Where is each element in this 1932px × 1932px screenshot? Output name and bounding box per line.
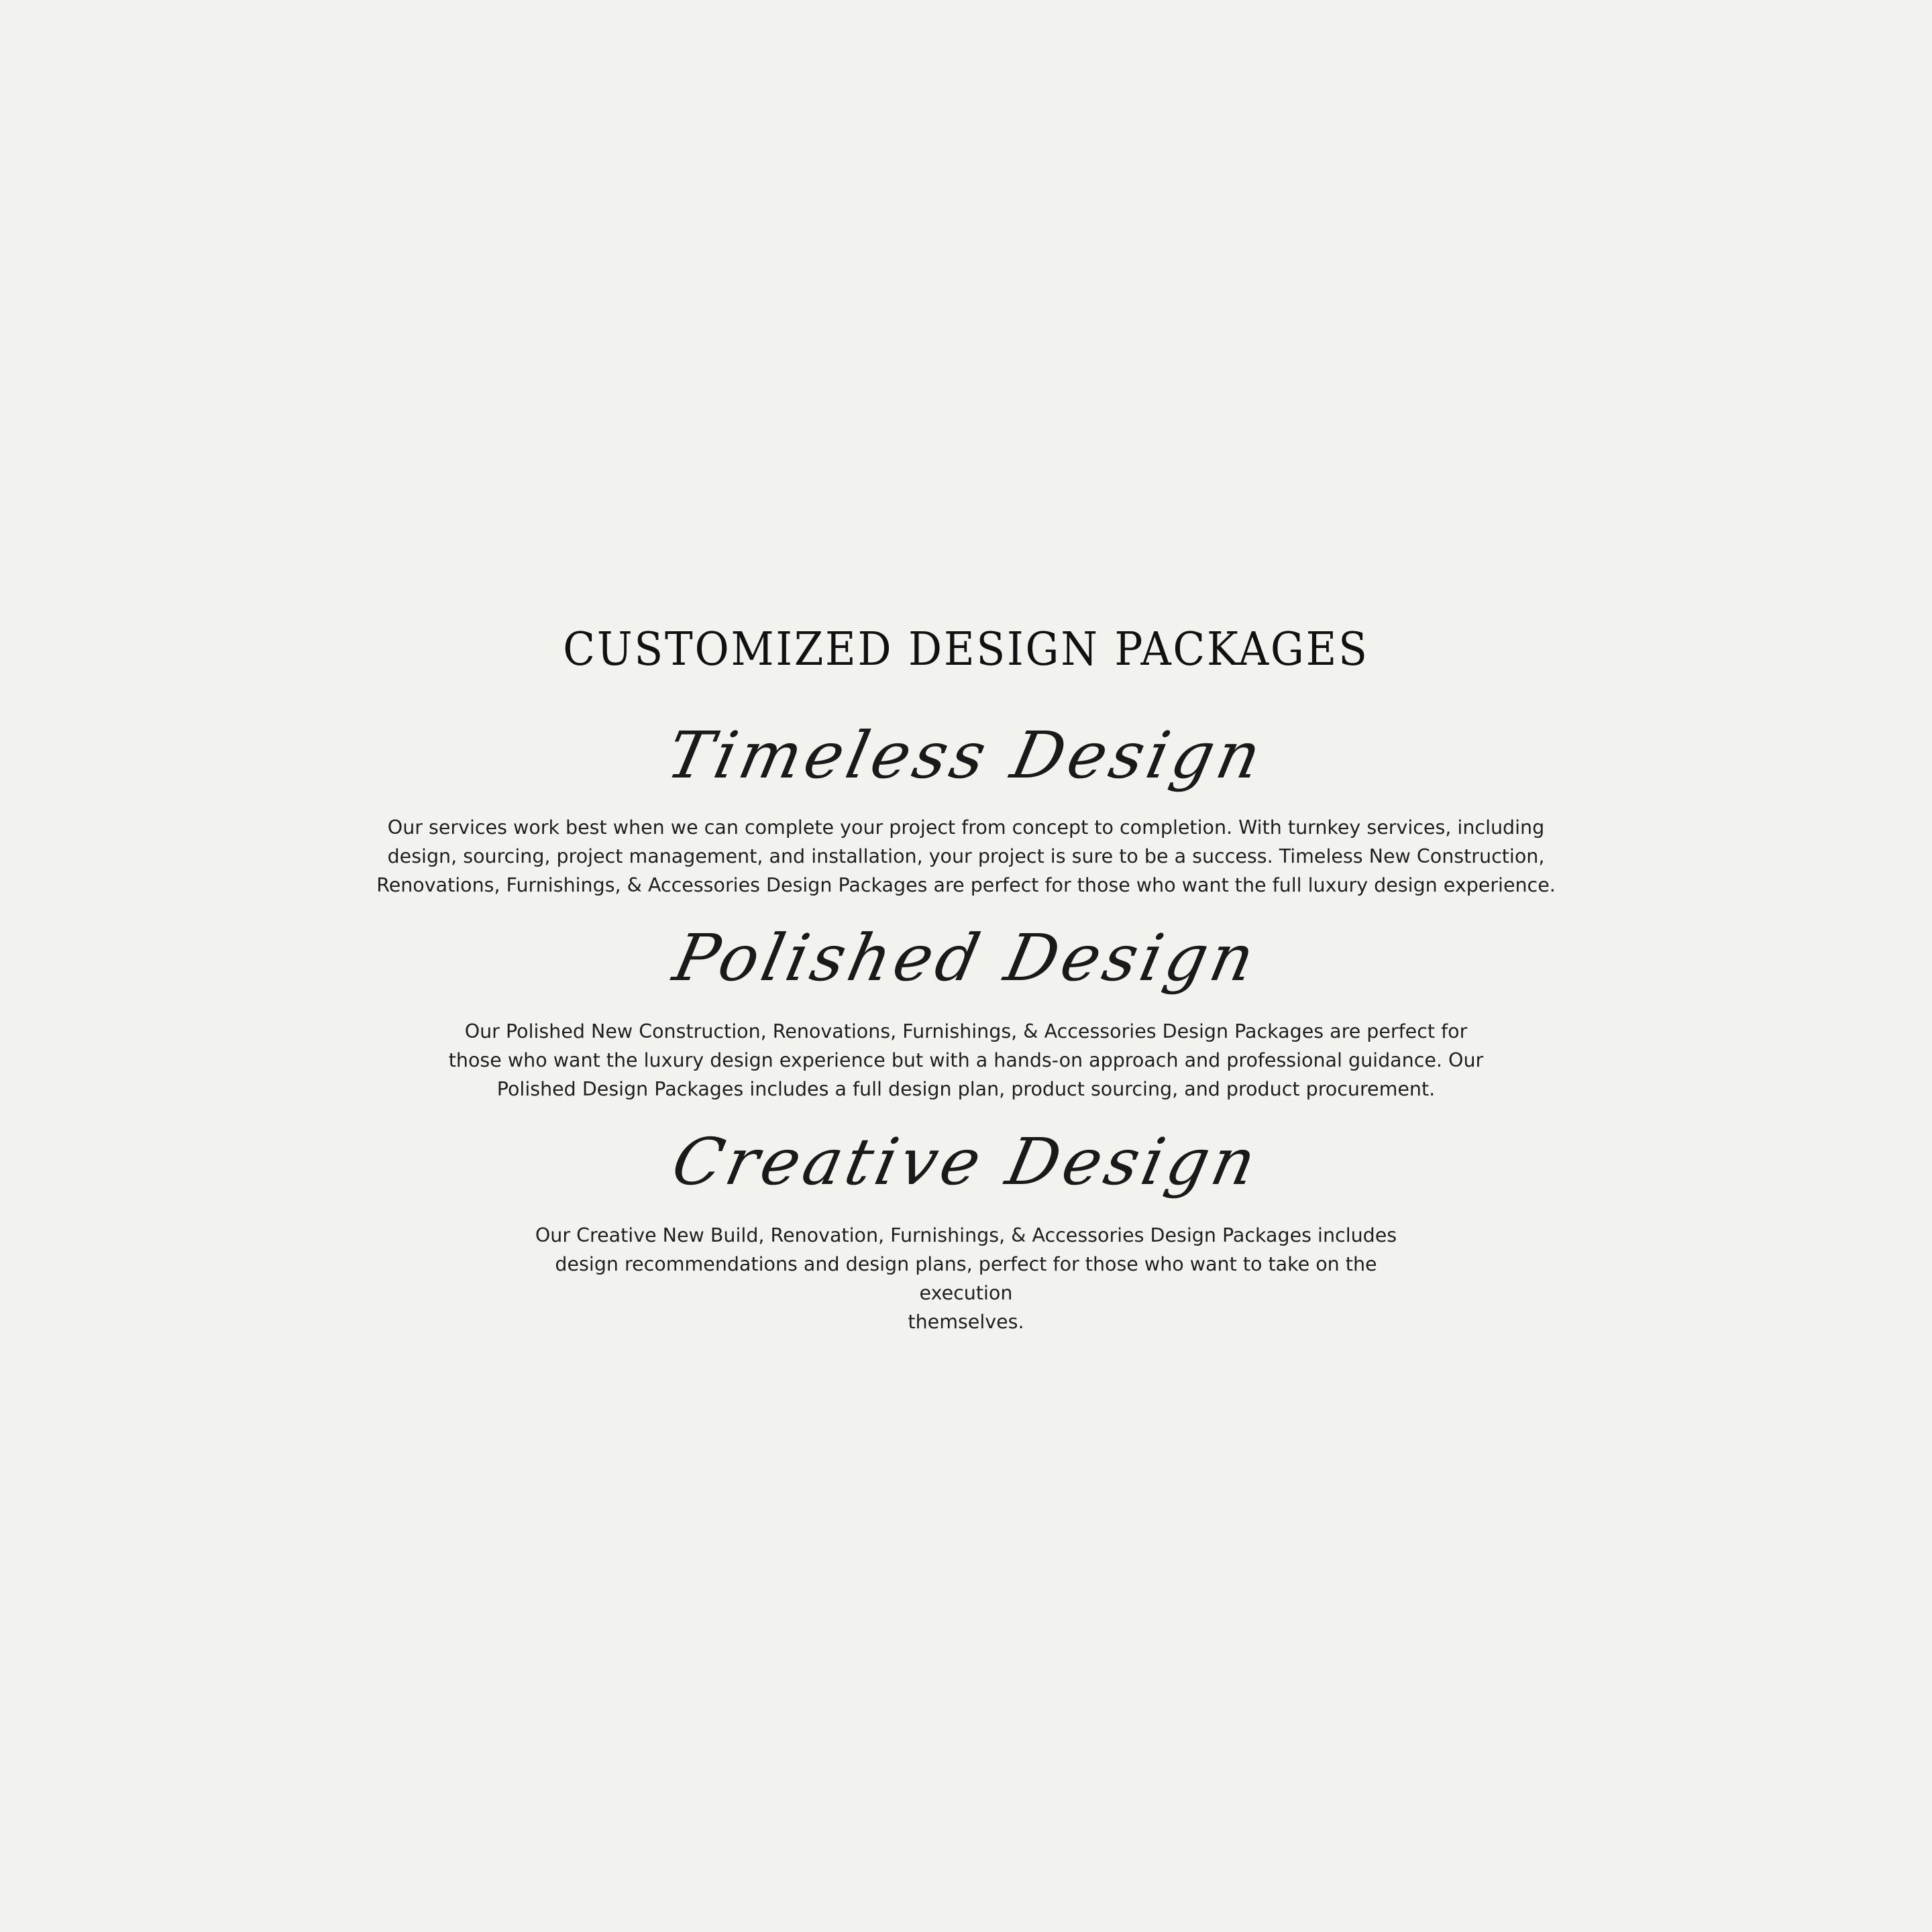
creative-design-heading: Creative Design [665, 1124, 1267, 1199]
creative-design-description: Our Creative New Build, Renovation, Furnishings, & Accessories Design Packages includes design recommendations and design plans, perfect for those who want to take on the execution themselves. [535, 1224, 1397, 1333]
page-title: CUSTOMIZED DESIGN PACKAGES [563, 623, 1369, 676]
polished-design-description: Our Polished New Construction, Renovations, Furnishings, & Accessories Design Packages are perfect for those who want the luxury design experience but with a hands-on approach and professional guidance. Our Polished Design Packages includes a full design plan, product sourcing, and product procurement. [448, 1020, 1484, 1100]
timeless-design-description: Our services work best when we can complete your project from concept to completion. With turnkey services, including design, sourcing, project management, and installation, your project is sure to be a success. Timeless New Construction, Renovations, Furnishings, & Accessories Design Packages are perfect for those who want the full luxury design experience. [376, 816, 1556, 896]
timeless-design-heading: Timeless Design [661, 718, 1271, 793]
polished-design-heading: Polished Design [667, 920, 1265, 996]
